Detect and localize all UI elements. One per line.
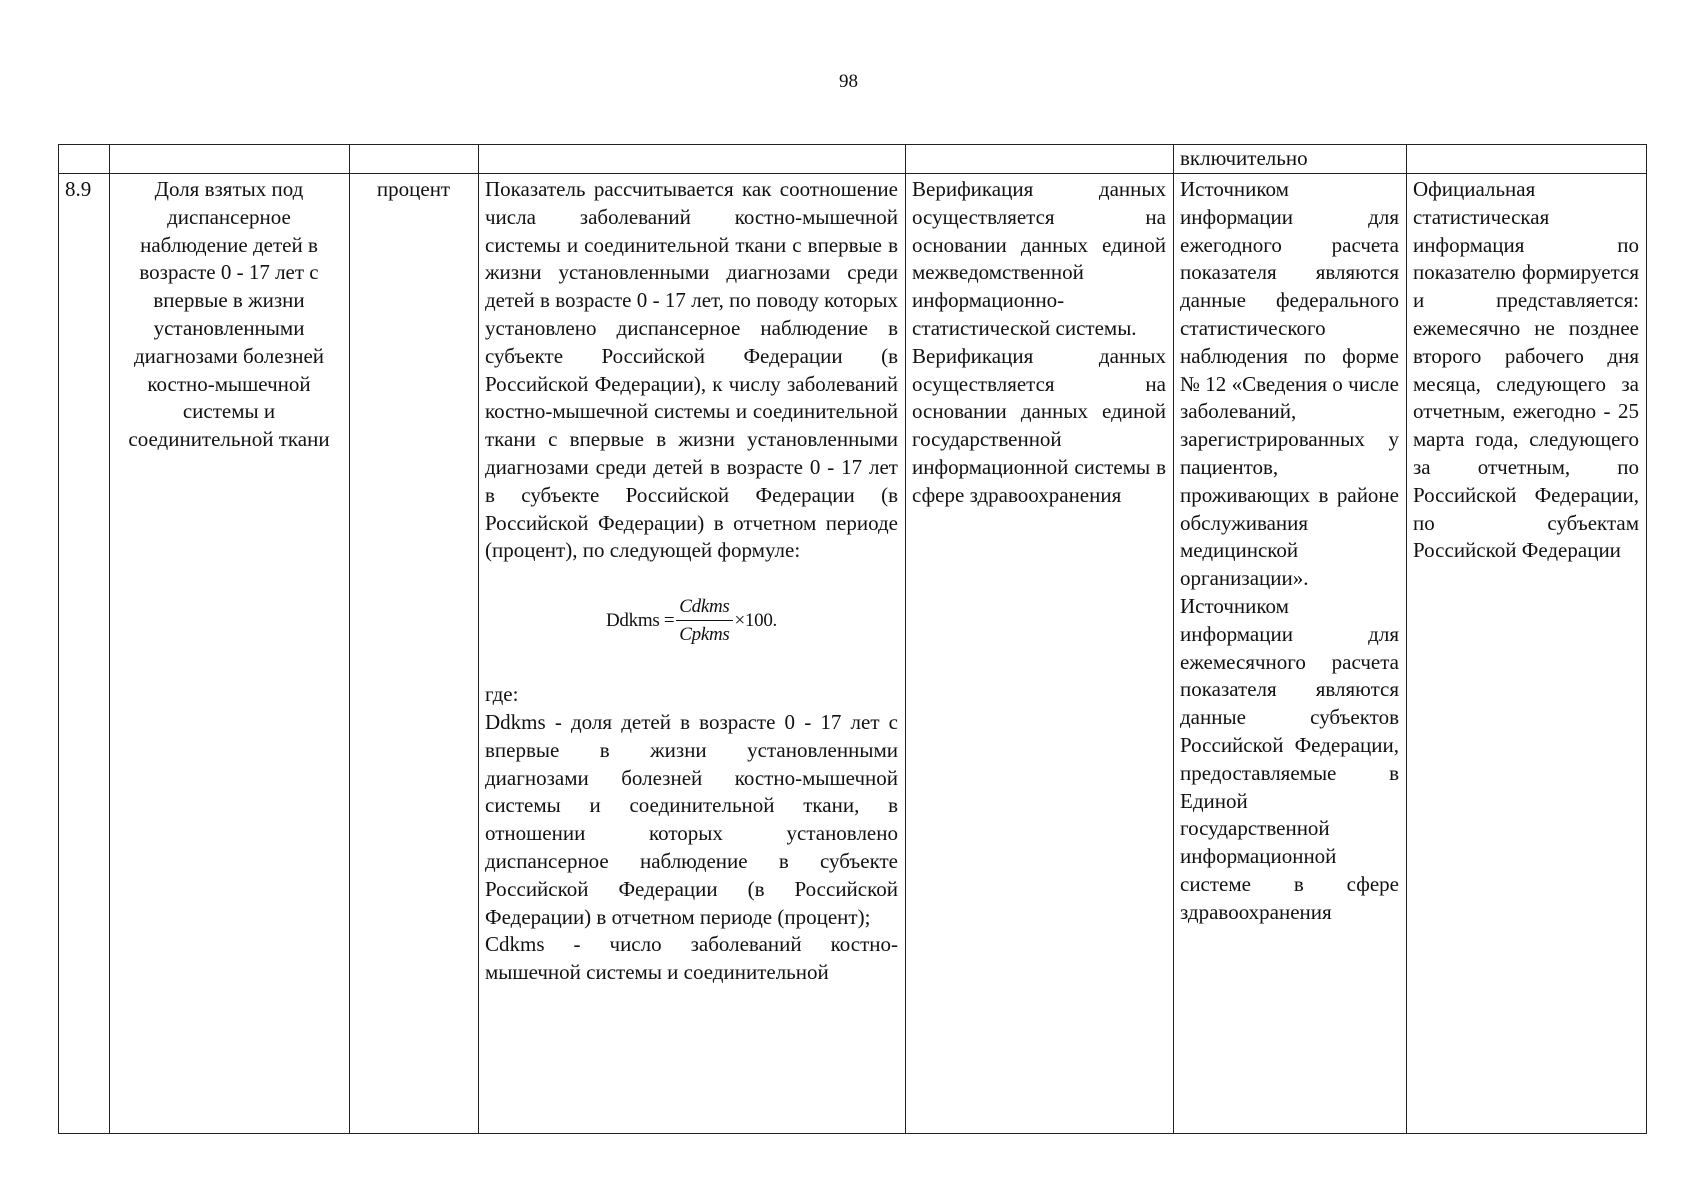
formula-numerator: Cdkms bbox=[679, 596, 730, 618]
formula-lhs: Ddkms = bbox=[606, 610, 675, 632]
cont-cell-num bbox=[59, 145, 110, 174]
indicator-row bbox=[59, 174, 1647, 1134]
definition-ddkms: Ddkms - доля детей в возрасте 0 - 17 лет с впервые в жизни установленными диагнозами болезней костно-мышечной системы и соединительной ткани, в отношении которых установлено диспансерное наблюдение в субъекте Российской Федерации (в Российской Федерации) в отчетном периоде (процент); bbox=[485, 709, 898, 929]
source-text-1: Источником информации для ежегодного расчета показателя являются данные федерального статистического наблюдения по форме № 12 «Сведения о числе заболеваний, зарегистрированных у пациентов, проживающих в районе обслуживания медицинской организации». bbox=[1180, 177, 1399, 591]
indicator-name: Доля взятых под диспансерное наблюдение детей в возрасте 0 - 17 лет с впервые в жизни установленными диагнозами болезней костно-мышечной системы и соединительной ткани bbox=[128, 177, 330, 452]
row-number-cell bbox=[59, 174, 110, 1134]
method-cell bbox=[479, 174, 906, 1134]
source-text-2: Источником информации для ежемесячного расчета показателя являются данные субъектов Российской Федерации, предоставляемые в Единой государственной информационной системе в сфере здравоохранения bbox=[1180, 593, 1399, 924]
indicator-name-cell bbox=[110, 174, 350, 1134]
cont-cell-method bbox=[479, 145, 906, 174]
publication-text: Официальная статистическая информация по показателю формируется и представляется: ежемесячно не позднее второго рабочего дня месяца, следующего за отчетным, ежегодно - 25 марта года, следующего за отчетным, по Российской Федерации, по субъектам Российской Федерации bbox=[1413, 177, 1639, 563]
indicator-table bbox=[58, 144, 1647, 1134]
unit: процент bbox=[376, 177, 451, 201]
fraction-bar bbox=[676, 620, 732, 621]
source-cell bbox=[1174, 174, 1407, 1134]
unit-cell bbox=[350, 174, 479, 1134]
publication-cell bbox=[1407, 174, 1647, 1134]
formula-denominator: Cpkms bbox=[679, 624, 730, 646]
continuation-text: включительно bbox=[1180, 146, 1308, 170]
verification-text-2: Верификация данных осуществляется на основании данных единой государственной информационной системы в сфере здравоохранения bbox=[912, 343, 1166, 507]
formula bbox=[485, 573, 898, 669]
cont-cell-verification bbox=[906, 145, 1174, 174]
page-number: 98 bbox=[839, 71, 858, 92]
verification-cell bbox=[906, 174, 1174, 1134]
cont-cell-publication bbox=[1407, 145, 1647, 174]
cont-cell-unit bbox=[350, 145, 479, 174]
definition-cdkms: Cdkms - число заболеваний костно-мышечной системы и соединительной bbox=[485, 932, 898, 985]
formula-fraction bbox=[676, 596, 732, 646]
cont-cell-name bbox=[110, 145, 350, 174]
verification-text-1: Верификация данных осуществляется на основании данных единой межведомственной информационно-статистической системы. bbox=[912, 177, 1166, 340]
where-label: где: bbox=[485, 682, 519, 707]
formula-rhs: ×100. bbox=[734, 610, 777, 632]
cont-cell-source bbox=[1174, 145, 1407, 174]
method-intro: Показатель рассчитывается как соотношение числа заболеваний костно-мышечной системы и соединительной ткани с впервые в жизни установленными диагнозами среди детей в возрасте 0 - 17 лет, по поводу которых установлено диспансерное наблюдение в субъекте Российской Федерации (в Российской Федерации), к числу заболеваний костно-мышечной системы и соединительной ткани с впервые в жизни установленными диагнозами среди детей в возрасте 0 - 17 лет в субъекте Российской Федерации (в Российской Федерации) в отчетном периоде (процент), по следующей формуле: bbox=[485, 177, 898, 563]
row-number: 8.9 bbox=[65, 177, 92, 201]
continuation-row bbox=[59, 145, 1647, 174]
